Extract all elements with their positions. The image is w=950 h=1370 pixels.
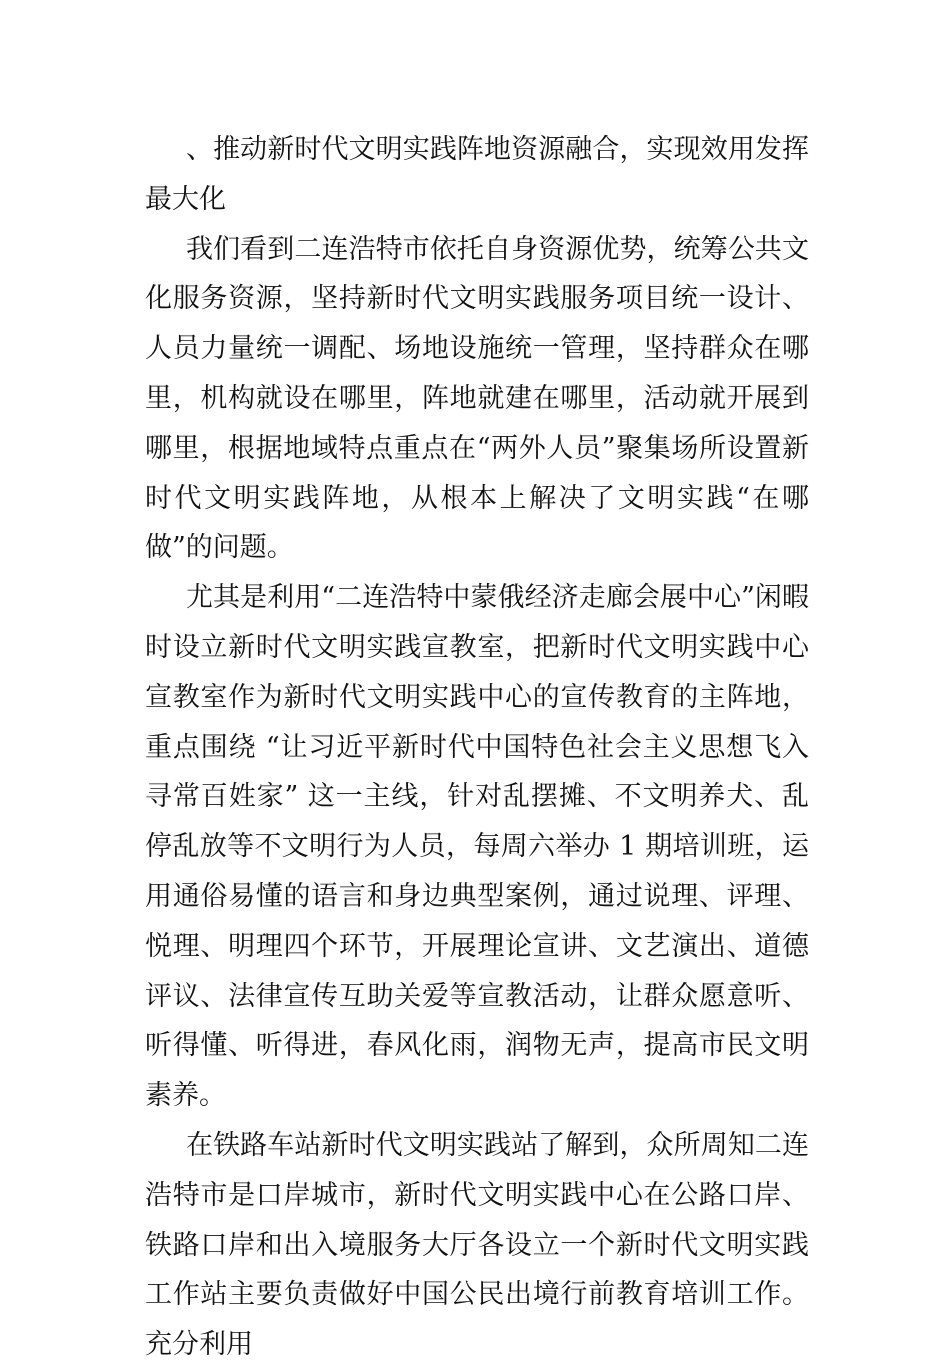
paragraph-2: 尤其是利用“二连浩特中蒙俄经济走廊会展中心”闲暇时设立新时代文明实践宣教室，把新时代文明实践中心宣教室作为新时代文明实践中心的宣传教育的主阵地，重点围绕 “让习近平新时代中国特色社会主义思想飞入寻常百姓家” 这一主线，针对乱摆摊、不文明养犬、乱停乱放等不文明行为人员，每周六举办 1 期培训班，运用通俗易懂的语言和身边典型案例，通过说理、评理、悦理、明理四个环节，开展理论宣讲、文艺演出、道德评议、法律宣传互助关爱等宣教活动，让群众愿意听、听得懂、听得进，春风化雨，润物无声，提高市民文明素养。 — [145, 582, 809, 1112]
section-heading: 、推动新时代文明实践阵地资源融合，实现效用发挥最大化 — [145, 134, 809, 215]
paragraph-3: 在铁路车站新时代文明实践站了解到，众所周知二连浩特市是口岸城市，新时代文明实践中心在公路口岸、铁路口岸和出入境服务大厅各设立一个新时代文明实践工作站主要负责做好中国公民出境行前教育培训工作。充分利用 — [145, 1129, 809, 1361]
document-body — [145, 125, 809, 1370]
paragraph-1: 我们看到二连浩特市依托自身资源优势，统筹公共文化服务资源，坚持新时代文明实践服务项目统一设计、人员力量统一调配、场地设施统一管理，坚持群众在哪里，机构就设在哪里，阵地就建在哪里，活动就开展到哪里，根据地域特点重点在“两外人员”聚集场所设置新时代文明实践阵地，从根本上解决了文明实践“在哪做”的问题。 — [145, 233, 809, 564]
